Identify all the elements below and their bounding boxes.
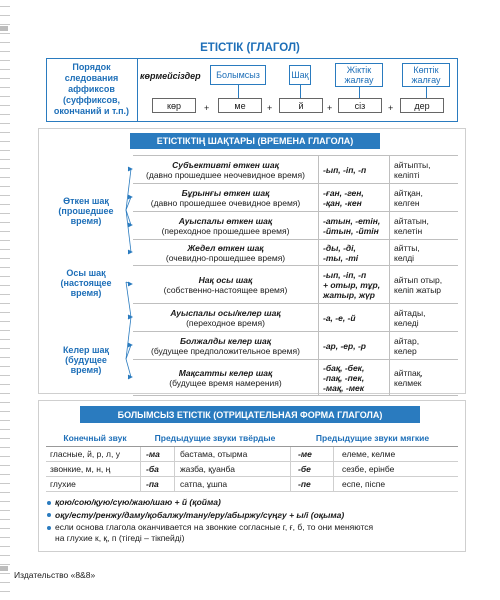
sound-cell: звонкие, м, н, ң [50, 464, 111, 474]
tense-example-cell [390, 360, 458, 396]
tense-row [133, 183, 458, 211]
tense-example: келген [394, 198, 420, 208]
connector-arrow [128, 343, 132, 347]
tense-row [133, 303, 458, 331]
group-line: время) [70, 216, 102, 226]
bullet-item: если основа глагола оканчивается на звонкие согласные г, ғ, б, то они меняются [47, 522, 459, 533]
affix-part: дер [400, 98, 444, 113]
tense-example-cell [390, 304, 458, 332]
tense-example-cell [390, 240, 458, 266]
hard-example: жазба, қуанба [180, 464, 235, 474]
tense-affix: -йтын, -йтін [323, 226, 379, 236]
tense-affix: -ты, -ті [323, 253, 359, 263]
affix-part: й [279, 98, 323, 113]
sound-cell: глухие [50, 479, 76, 489]
tense-example: айтпақ, [394, 368, 423, 378]
tense-name-cell [133, 304, 318, 332]
tense-affix: -пақ, -пек, [323, 373, 365, 383]
negative-row [46, 447, 458, 462]
group-line: время) [70, 365, 102, 375]
tense-name: Ауыспалы өткен шақ [178, 216, 273, 226]
tense-example-cell [390, 212, 458, 240]
tense-example-cell [390, 156, 458, 184]
col-header: Предыдущие звуки твёрдые [154, 433, 276, 443]
group-line: (будущее [65, 355, 107, 365]
tenses-title: ЕТІСТІКТІҢ ШАҚТАРЫ (ВРЕМЕНА ГЛАГОЛА) [130, 133, 380, 149]
tense-row [133, 359, 458, 395]
tense-name-cell [133, 212, 318, 240]
tense-example: келетін [394, 226, 423, 236]
plus-sign: + [388, 103, 394, 113]
tense-affix: -ып, -іп, -п [323, 270, 367, 280]
group-line: Осы шақ [66, 268, 106, 278]
header-box: Шақ [289, 65, 311, 85]
tense-affix: -қан, -кен [323, 198, 362, 208]
connector-arrow [128, 375, 132, 379]
tense-affix-cell [319, 304, 389, 332]
tense-affix-cell [319, 212, 389, 240]
future-tense-label [48, 345, 124, 375]
past-tense-label [48, 196, 124, 226]
tense-affix: -ып, -іп, -п [323, 165, 367, 175]
tense-row [133, 211, 458, 239]
tense-name: Нақ осы шақ [198, 275, 253, 285]
bullet-item: қою/сою/қую/сүю/жаю/шаю + й (қойма) [47, 497, 459, 508]
tense-example: келіп жатыр [394, 285, 442, 295]
tense-name: Бұрынғы өткен шақ [181, 188, 270, 198]
tense-name-cell [133, 156, 318, 184]
tense-affix-cell [319, 360, 389, 396]
tense-name: Субъективті өткен шақ [172, 160, 279, 170]
tense-name-cell [133, 240, 318, 266]
tense-affix-cell [319, 332, 389, 360]
margin-mark [0, 566, 8, 571]
header-box-label: Көптік жалғау [411, 65, 441, 85]
connector-line [126, 359, 131, 377]
connector-arrow [128, 250, 132, 254]
divider [290, 447, 291, 462]
tense-name: Мақсатты келер шақ [178, 368, 273, 378]
tense-name-cell [133, 360, 318, 396]
negative-title: БОЛЫМСЫЗ ЕТІСТІК (ОТРИЦАТЕЛЬНАЯ ФОРМА ГЛАГОЛА) [80, 406, 420, 423]
order-line: аффиксов [68, 84, 115, 94]
tense-description: (давно прошедшее неочевидное время) [146, 170, 305, 180]
page-title: ЕТІСТІК (ГЛАГОЛ) [200, 42, 300, 54]
bullet-dot [47, 501, 51, 505]
tense-example: айтыпты, [394, 160, 431, 170]
soft-example: еспе, піспе [342, 479, 386, 489]
plus-sign: + [267, 103, 273, 113]
soft-affix: -бе [298, 464, 311, 474]
order-line: Порядок [72, 62, 111, 72]
bullet-dot [47, 513, 51, 517]
tense-example: айтар, [394, 336, 420, 346]
tense-description: (собственно-настоящее время) [163, 285, 288, 295]
tense-description: (будущее время намерения) [169, 378, 282, 388]
example-word: көрмейсіздер [140, 71, 201, 81]
connector-line [126, 282, 131, 317]
tense-example: айтады, [394, 308, 426, 318]
connector-arrow [128, 315, 132, 319]
sound-cell: гласные, й, р, л, у [50, 449, 120, 459]
tense-row [133, 155, 458, 183]
order-line: следования [64, 73, 119, 83]
tense-row [133, 331, 458, 359]
divider [174, 447, 175, 462]
group-line: (прошедшее [58, 206, 114, 216]
bullet-continuation: на глухие к, қ, п (тігеді – тікпейді) [55, 532, 185, 543]
tense-affix: + отыр, тұр, [323, 280, 381, 290]
tense-name-cell [133, 332, 318, 360]
order-line: (суффиксов, [62, 95, 121, 105]
divider [290, 477, 291, 492]
hard-example: сатпа, ұшпа [180, 479, 228, 489]
soft-example: сезбе, ерінбе [342, 464, 395, 474]
tense-row [133, 265, 458, 303]
tense-affix: жатыр, жүр [323, 290, 376, 300]
tense-description: (очевидно-прошедшее время) [165, 253, 286, 263]
tense-affix-cell [319, 156, 389, 184]
group-line: время) [70, 288, 102, 298]
plus-sign: + [204, 103, 210, 113]
divider [140, 462, 141, 477]
tense-description: (переходное прошедшее время) [161, 226, 290, 236]
divider [333, 447, 334, 462]
tense-affix: -а, -е, -й [323, 313, 356, 323]
divider [140, 447, 141, 462]
tense-example: келер [394, 346, 417, 356]
bullet-dot [47, 526, 51, 530]
tense-name: Болжалды келер шақ [179, 336, 272, 346]
publisher: Издательство «8&8» [14, 570, 96, 580]
divider [174, 462, 175, 477]
plus-sign: + [327, 103, 333, 113]
bullet-list [47, 497, 459, 543]
tense-description: (будущее предположительное время) [151, 346, 300, 356]
order-line: окончаний и т.п.) [53, 106, 130, 116]
tense-description: (переходное время) [186, 318, 265, 328]
tense-row [133, 239, 458, 265]
soft-example: елеме, келме [342, 449, 396, 459]
tense-example: келді [394, 253, 415, 263]
tense-affix-cell [319, 240, 389, 266]
tense-affix-cell [319, 184, 389, 212]
negative-row [46, 462, 458, 477]
hard-affix: -ма [146, 449, 160, 459]
tense-example: келіпті [394, 170, 420, 180]
tense-example: айтқан, [394, 188, 423, 198]
connector-arrow [128, 195, 132, 199]
group-line: (настоящее [60, 278, 112, 288]
affix-part: ме [218, 98, 262, 113]
negative-row [46, 477, 458, 492]
hard-example: бастама, отырма [180, 449, 248, 459]
divider [174, 477, 175, 492]
col-header: Предыдущие звуки мягкие [315, 433, 430, 443]
col-header: Конечный звук [63, 433, 127, 443]
connector-arrow [128, 282, 132, 286]
hard-affix: -па [146, 479, 159, 489]
tense-example-cell [390, 184, 458, 212]
tense-example: келмек [394, 378, 422, 388]
tense-example-cell [390, 332, 458, 360]
tense-affix-cell [319, 266, 389, 304]
group-line: Келер шақ [62, 345, 110, 355]
tense-name-cell [133, 266, 318, 304]
tense-affix: -атын, -етін, [323, 216, 381, 226]
header-box-label: Жіктік жалғау [344, 65, 374, 85]
divider [140, 477, 141, 492]
tense-name-cell [133, 184, 318, 212]
tense-affix: -бақ, -бек, [323, 363, 365, 373]
divider [333, 462, 334, 477]
connector-arrow [128, 167, 132, 171]
present-tense-label [48, 268, 124, 298]
divider [290, 462, 291, 477]
hard-affix: -ба [146, 464, 159, 474]
tense-example: айтып отыр, [394, 275, 443, 285]
tense-affix: -ды, -ді, [323, 243, 356, 253]
tense-example: келеді [394, 318, 419, 328]
connector-arrow [128, 223, 132, 227]
divider [133, 395, 458, 396]
tense-example-cell [390, 266, 458, 304]
affix-part: көр [152, 98, 196, 113]
tense-example: айтатын, [394, 216, 429, 226]
tense-affix: -ар, -ер, -р [323, 341, 366, 351]
tense-name: Жедел өткен шақ [187, 243, 264, 253]
soft-affix: -ме [298, 449, 312, 459]
tense-name: Ауыспалы осы/келер шақ [170, 308, 281, 318]
bullet-item: оқу/есту/ренжу/даму/қобалжу/тану/еру/абыржу/сүңгу + ы/і (оқыма) [47, 510, 459, 521]
header-box: Болымсыз [210, 65, 266, 85]
tense-description: (давно прошедшее очевидное время) [150, 198, 301, 208]
tense-example: айтты, [394, 243, 420, 253]
margin-mark [0, 26, 8, 31]
tense-affix: -мақ, -мек [323, 383, 365, 393]
tense-affix: -ған, -ген, [323, 188, 364, 198]
soft-affix: -пе [298, 479, 311, 489]
divider [333, 477, 334, 492]
group-line: Өткен шақ [63, 196, 109, 206]
affix-part: сіз [338, 98, 382, 113]
